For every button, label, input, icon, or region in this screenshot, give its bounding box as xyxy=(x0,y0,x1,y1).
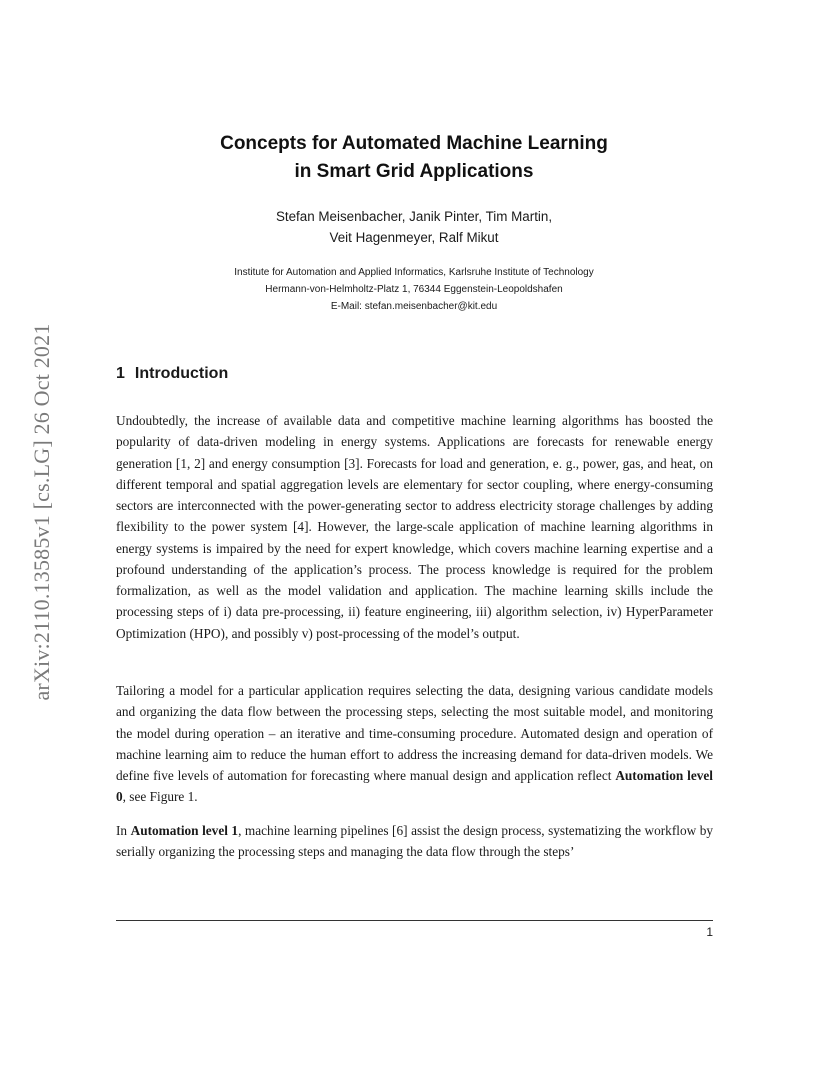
paragraph-3-text: , machine learning pipelines [6] assist the design process, systematizing the workflow by serially organizing the processing steps and managing the data flow through the steps’ xyxy=(116,823,713,860)
paragraph-3 xyxy=(116,820,713,863)
title-line-1: Concepts for Automated Machine Learning xyxy=(220,133,608,154)
paragraph-1: Undoubtedly, the increase of available data and competitive machine learning algorithms has boosted the popularity of data-driven modeling in energy systems. Applications are forecasts for renewable energy generation [1, 2] and energy consumption [3]. Forecasts for load and generation, e. g., power, gas, and heat, on different temporal and spatial aggregation levels are elementary for sector coupling, where energy-consuming sectors are interconnected with the power-generating sector to address electricity storage challenges by adding flexibility to the power system [4]. However, the large-scale application of machine learning algorithms in energy systems is impaired by the need for expert knowledge, which covers machine learning expertise and a profound understanding of the application’s process. The process knowledge is required for the problem formalization, as well as the model validation and application. The machine learning skills include the processing steps of i) data pre-processing, ii) feature engineering, iii) algorithm selection, iv) HyperParameter Optimization (HPO), and possibly v) post-processing of the model’s output. xyxy=(116,413,713,641)
affiliation-institute: Institute for Automation and Applied Informatics, Karlsruhe Institute of Technology xyxy=(234,267,594,278)
arxiv-identifier-stamp: arXiv:2110.13585v1 [cs.LG] 26 Oct 2021 xyxy=(29,323,54,701)
paragraph-2 xyxy=(116,680,713,808)
paragraph-3-lead: In xyxy=(116,823,131,838)
authors-line-2: Veit Hagenmeyer, Ralf Mikut xyxy=(329,230,499,245)
author-list xyxy=(114,206,714,248)
authors-line-1: Stefan Meisenbacher, Janik Pinter, Tim Martin, xyxy=(275,209,553,224)
automation-level-0-term: Automation level 0 xyxy=(116,768,713,805)
footer-divider xyxy=(116,920,713,921)
affiliation-address: Hermann-von-Helmholtz-Platz 1, 76344 Eggenstein-Leopoldshafen xyxy=(265,284,563,295)
affiliation-email: E-Mail: stefan.meisenbacher@kit.edu xyxy=(330,301,498,312)
page-number: 1 xyxy=(706,925,713,939)
paragraph-2-tail: , see Figure 1. xyxy=(122,789,198,805)
affiliation-block xyxy=(114,264,714,315)
section-heading-introduction xyxy=(116,364,228,384)
section-title: Introduction xyxy=(134,365,229,382)
paragraph-2-text: Tailoring a model for a particular application requires selecting the data, designing various candidate models and organizing the data flow between the processing steps, selecting the most suitable model, and monitoring the model during operation – an iterative and time-consuming procedure. Automated design and operation of machine learning aim to reduce the human effort to address the increasing demand for data-driven models. We define five levels of automation for forecasting where manual design and application reflect xyxy=(116,683,713,783)
paper-title xyxy=(114,130,714,186)
section-number: 1 xyxy=(116,365,125,382)
title-line-2: in Smart Grid Applications xyxy=(294,161,534,182)
automation-level-1-term: Automation level 1 xyxy=(130,823,239,838)
